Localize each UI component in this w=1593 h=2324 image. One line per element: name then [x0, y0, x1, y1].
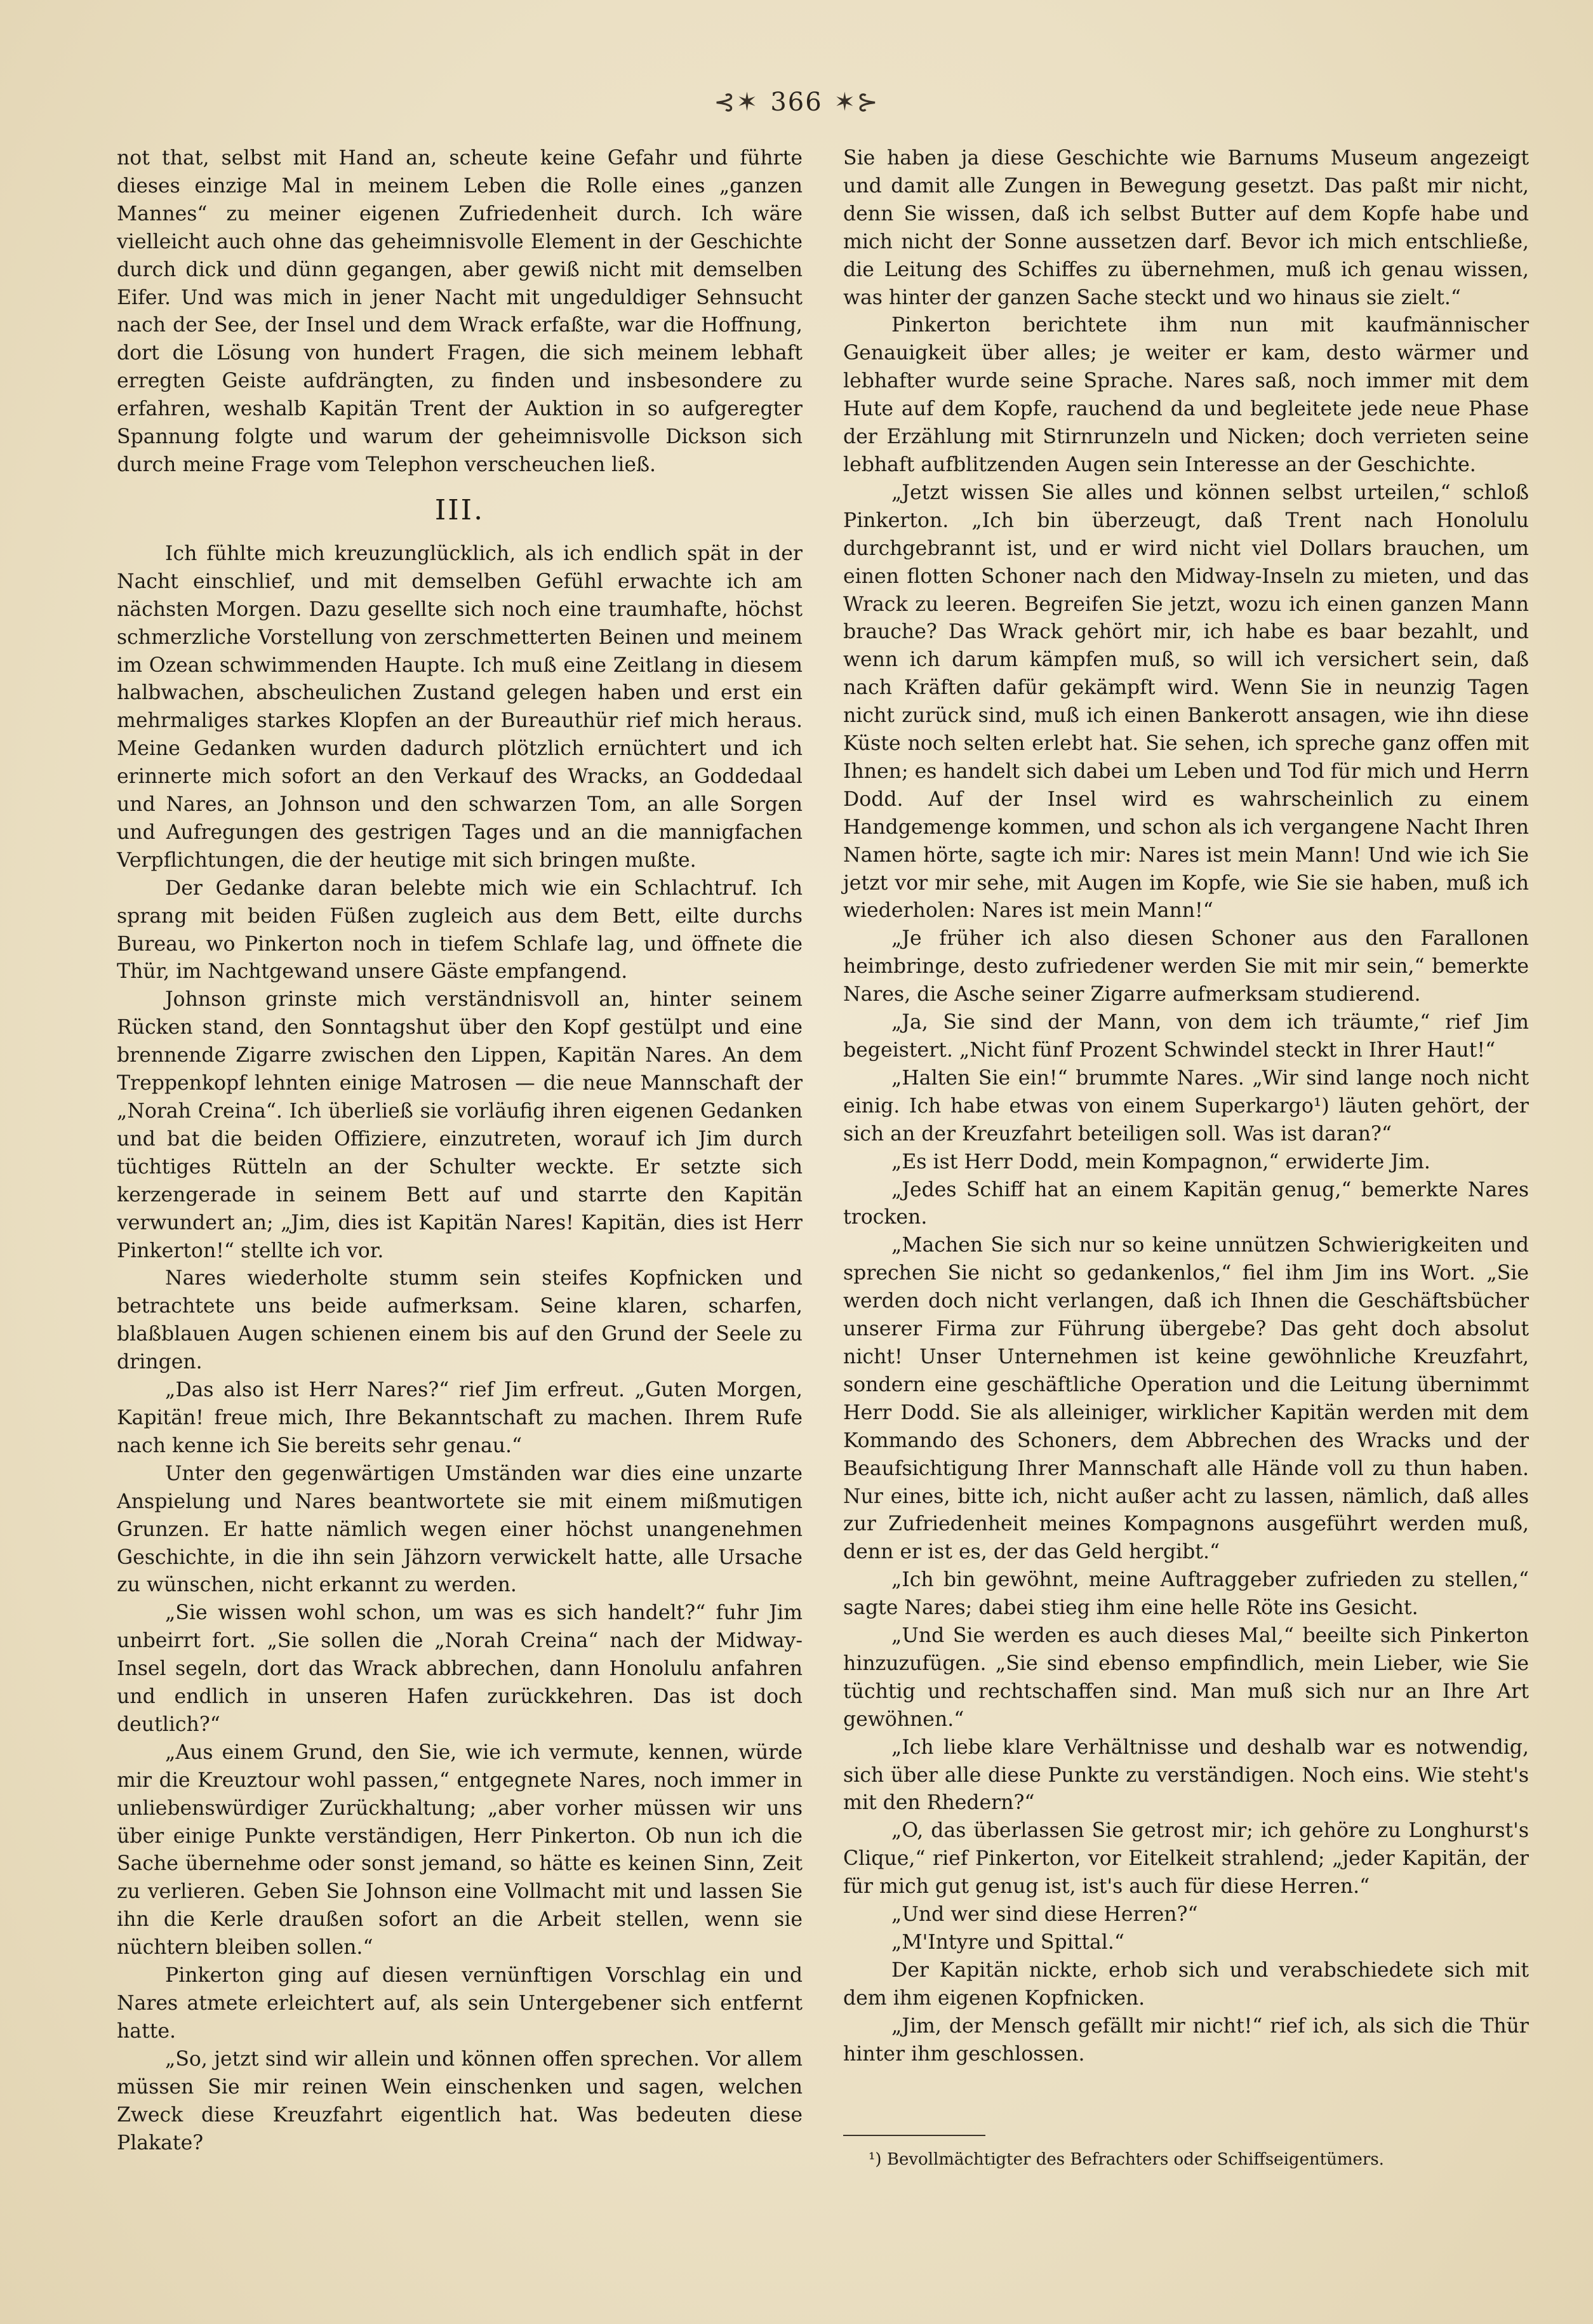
section-heading: III.	[434, 493, 485, 526]
paragraph: Der Gedanke daran belebte mich wie ein Schlachtruf. Ich sprang mit beiden Füßen zugleich aus dem Bett, eilte durchs Bureau, wo Pinkerton noch in tiefem Schlafe lag, und öffnete die Thür, im Nachtgewand unsere Gäste empfangend.	[117, 876, 803, 984]
paragraph: Ich fühlte mich kreuzunglücklich, als ich endlich spät in der Nacht einschlief, und mit demselben Gefühl erwachte ich am nächsten Morgen. Dazu gesellte sich noch eine traumhafte, höchst schmerzliche Vorstellung von zerschmetterten Beinen und meinem im Ozean schwimmenden Haupte. Ich muß eine Zeitlang in diesem halbwachen, abscheulichen Zustand gelegen haben und erst ein mehrmaliges starkes Klopfen an der Bureauthür rief mich heraus. Meine Gedanken wurden dadurch plötzlich ernüchtert und ich erinnerte mich sofort an den Verkauf des Wracks, an Goddedaal und Nares, an Johnson und den schwarzen Tom, an alle Sorgen und Aufregungen des gestrigen Tages und an die mannigfachen Verpflichtungen, die der heutige mit sich bringen mußte.	[117, 542, 803, 872]
paragraph: „Je früher ich also diesen Schoner aus den Farallonen heimbringe, desto zufriedener werden Sie mit mir sein,“ bemerkte Nares, die Asche seiner Zigarre aufmerksam studierend.	[843, 927, 1529, 1006]
paragraph: Unter den gegenwärtigen Umständen war dies eine unzarte Anspielung und Nares beantwortete sie mit einem mißmutigen Grunzen. Er hatte nämlich wegen einer höchst unangenehmen Geschichte, in die ihn sein Jähzorn verwickelt hatte, alle Ursache zu wünschen, nicht erkannt zu werden.	[117, 1462, 803, 1597]
footnote: ¹) Bevollmächtigter des Befrachters oder Schiffseigentümers.	[869, 2150, 1384, 2169]
paragraph: Sie haben ja diese Geschichte wie Barnums Museum angezeigt und damit alle Zungen in Bewegung gesetzt. Das paßt mir nicht, denn Sie wissen, daß ich selbst Butter auf dem Kopfe habe und mich nicht der Sonne aussetzen darf. Bevor ich mich entschließe, die Leitung des Schiffes zu übernehmen, muß ich genau wissen, was hinter der ganzen Sache steckt und wo hinaus sie zielt.“	[843, 147, 1529, 309]
paragraph: „Jim, der Mensch gefällt mir nicht!“ rief ich, als sich die Thür hinter ihm geschlossen.	[843, 2014, 1529, 2066]
paragraph: „O, das überlassen Sie getrost mir; ich gehöre zu Longhurst's Clique,“ rief Pinkerton, vor Eitelkeit strahlend; „jeder Kapitän, der für mich gut genug ist, ist's auch für diese Herren.“	[843, 1819, 1529, 1899]
paragraph: „Machen Sie sich nur so keine unnützen Schwierigkeiten und sprechen Sie nicht so gedankenlos,“ fiel ihm Jim ins Wort. „Sie werden doch nicht verlangen, daß ich Ihnen die Geschäftsbücher unserer Firma zur Führung übergebe? Das geht doch absolut nicht! Unser Unternehmen ist keine gewöhnliche Kreuzfahrt, sondern eine geschäftliche Operation und die Leitung übernimmt Herr Dodd. Sie als alleiniger, wirklicher Kapitän werden mit dem Kommando des Schoners, dem Abbrechen des Wracks und der Beaufsichtigung Ihrer Mannschaft alle Hände voll zu thun haben. Nur eines, bitte ich, nicht außer acht zu lassen, nämlich, daß alles zur Zufriedenheit meines Kompagnons ausgeführt werden muß, denn er ist es, der das Geld hergibt.“	[843, 1234, 1529, 1564]
paragraph: „Halten Sie ein!“ brummte Nares. „Wir sind lange noch nicht einig. Ich habe etwas von einem Superkargo¹) läuten gehört, der sich an der Kreuzfahrt beteiligen soll. Was ist daran?“	[843, 1066, 1529, 1145]
paragraph: Johnson grinste mich verständnisvoll an, hinter seinem Rücken stand, den Sonntagshut über den Kopf gestülpt und eine brennende Zigarre zwischen den Lippen, Kapitän Nares. An dem Treppenkopf lehnten einige Matrosen — die neue Mannschaft der „Norah Creina“. Ich überließ sie vorläufig ihren eigenen Gedanken und bat die beiden Offiziere, einzutreten, worauf ich Jim durch tüchtiges Rütteln an der Schulter weckte. Er setzte sich kerzengerade in seinem Bett auf und starrte den Kapitän verwundert an; „Jim, dies ist Kapitän Nares! Kapitän, dies ist Herr Pinkerton!“ stellte ich vor.	[117, 988, 803, 1262]
paragraph: „So, jetzt sind wir allein und können offen sprechen. Vor allem müssen Sie mir reinen Wein einschenken und sagen, welchen Zweck diese Kreuzfahrt eigentlich hat. Was bedeuten diese Plakate?	[117, 2047, 803, 2154]
paragraph: „Ich liebe klare Verhältnisse und deshalb war es notwendig, sich über alle diese Punkte zu verständigen. Noch eins. Wie steht's mit den Rhedern?“	[843, 1735, 1529, 1815]
left-ornament-icon: ⊰✶	[714, 88, 759, 117]
paragraph: „Jetzt wissen Sie alles und können selbst urteilen,“ schloß Pinkerton. „Ich bin überzeugt, daß Trent nach Honolulu durchgebrannt ist, und er wird nicht viel Dollars brauchen, um einen flotten Schoner nach den Midway-Inseln zu mieten, und das Wrack zu leeren. Begreifen Sie jetzt, wozu ich einen ganzen Mann brauche? Das Wrack gehört mir, ich habe es baar bezahlt, und wenn ich darum kämpfen muß, so will ich versichert sein, daß nach Kräften dafür gekämpft wird. Wenn Sie in neunzig Tagen nicht zurück sind, muß ich einen Bankerott ansagen, wie ihn diese Küste noch selten erlebt hat. Sie sehen, ich spreche ganz offen mit Ihnen; es handelt sich dabei um Leben und Tod für mich und Herrn Dodd. Auf der Insel wird es wahrscheinlich zu einem Handgemenge kommen, und schon als ich vergangene Nacht Ihren Namen hörte, sagte ich mir: Nares ist mein Mann! Und wie ich Sie jetzt vor mir sehe, mit Augen im Kopfe, wie Sie sie haben, muß ich wiederholen: Nares ist mein Mann!“	[843, 481, 1529, 923]
right-column	[843, 145, 1529, 2069]
page-number: 366	[770, 88, 823, 117]
paragraph: Pinkerton berichtete ihm nun mit kaufmännischer Genauigkeit über alles; je weiter er kam, desto wärmer und lebhafter wurde seine Sprache. Nares saß, noch immer mit dem Hute auf dem Kopfe, rauchend da und begleitete jede neue Phase der Erzählung mit Stirnrunzeln und Nicken; doch verrieten seine lebhaft aufblitzenden Augen sein Interesse an der Geschichte.	[843, 314, 1529, 476]
paragraph: „Jedes Schiff hat an einem Kapitän genug,“ bemerkte Nares trocken.	[843, 1178, 1529, 1229]
paragraph: „M'Intyre und Spittal.“	[891, 1931, 1124, 1954]
left-column	[117, 145, 803, 2157]
paragraph: „Das also ist Herr Nares?“ rief Jim erfreut. „Guten Morgen, Kapitän! freue mich, Ihre Bekanntschaft zu machen. Ihrem Rufe nach kenne ich Sie bereits sehr genau.“	[117, 1379, 803, 1457]
footnote-rule	[843, 2135, 985, 2136]
paragraph: „Sie wissen wohl schon, um was es sich handelt?“ fuhr Jim unbeirrt fort. „Sie sollen die „Norah Creina“ nach der Midway-Insel segeln, dort das Wrack abbrechen, dann Honolulu anfahren und endlich in unseren Hafen zurückkehren. Das ist doch deutlich?“	[117, 1601, 803, 1736]
right-ornament-icon: ✶⊱	[834, 88, 879, 117]
paragraph: „Es ist Herr Dodd, mein Kompagnon,“ erwiderte Jim.	[891, 1150, 1430, 1173]
paragraph: „Aus einem Grund, den Sie, wie ich vermute, kennen, würde mir die Kreuztour wohl passen,“ entgegnete Nares, noch immer in unliebenswürdiger Zurückhaltung; „aber vorher müssen wir uns über einige Punkte verständigen, Herr Pinkerton. Ob nun ich die Sache übernehme oder sonst jemand, so hätte es keinen Sinn, Zeit zu verlieren. Geben Sie Johnson eine Vollmacht mit und lassen Sie ihn die Kerle draußen sofort an die Arbeit stellen, wenn sie nüchtern bleiben sollen.“	[117, 1740, 803, 1960]
paragraph: Der Kapitän nickte, erhob sich und verabschiedete sich mit dem ihm eigenen Kopfnicken.	[843, 1958, 1529, 2010]
paragraph: „Und Sie werden es auch dieses Mal,“ beeilte sich Pinkerton hinzuzufügen. „Sie sind ebenso empfindlich, mein Lieber, wie Sie tüchtig und rechtschaffen sind. Man muß sich nur an Ihre Art gewöhnen.“	[843, 1624, 1529, 1731]
paragraph: Nares wiederholte stumm sein steifes Kopfnicken und betrachtete uns beide aufmerksam. Seine klaren, scharfen, blaßblauen Augen schienen einem bis auf den Grund der Seele zu dringen.	[117, 1267, 803, 1374]
paragraph: Pinkerton ging auf diesen vernünftigen Vorschlag ein und Nares atmete erleichtert auf, als sein Untergebener sich entfernt hatte.	[117, 1964, 803, 2043]
paragraph: „Ja, Sie sind der Mann, von dem ich träumte,“ rief Jim begeistert. „Nicht fünf Prozent Schwindel steckt in Ihrer Haut!“	[843, 1011, 1529, 1062]
paragraph: „Ich bin gewöhnt, meine Auftraggeber zufrieden zu stellen,“ sagte Nares; dabei stieg ihm eine helle Röte ins Gesicht.	[843, 1568, 1529, 1620]
paragraph: „Und wer sind diese Herren?“	[891, 1903, 1198, 1927]
page-header	[0, 88, 1593, 117]
paragraph: not that, selbst mit Hand an, scheute keine Gefahr und führte dieses einzige Mal in meinem Leben die Rolle eines „ganzen Mannes“ zu meiner eigenen Zufriedenheit durch. Ich wäre vielleicht auch ohne das geheimnisvolle Element in der Geschichte durch dick und dünn gegangen, aber gewiß nicht mit demselben Eifer. Und was mich in jener Nacht mit ungeduldiger Sehnsucht nach der See, der Insel und dem Wrack erfaßte, war die Hoffnung, dort die Lösung von hundert Fragen, die sich meinem lebhaft erregten Geiste aufdrängten, zu finden und insbesondere zu erfahren, weshalb Kapitän Trent der Auktion in so aufgeregter Spannung folgte und warum der geheimnisvolle Dickson sich durch meine Frage vom Telephon verscheuchen ließ.	[117, 147, 803, 476]
